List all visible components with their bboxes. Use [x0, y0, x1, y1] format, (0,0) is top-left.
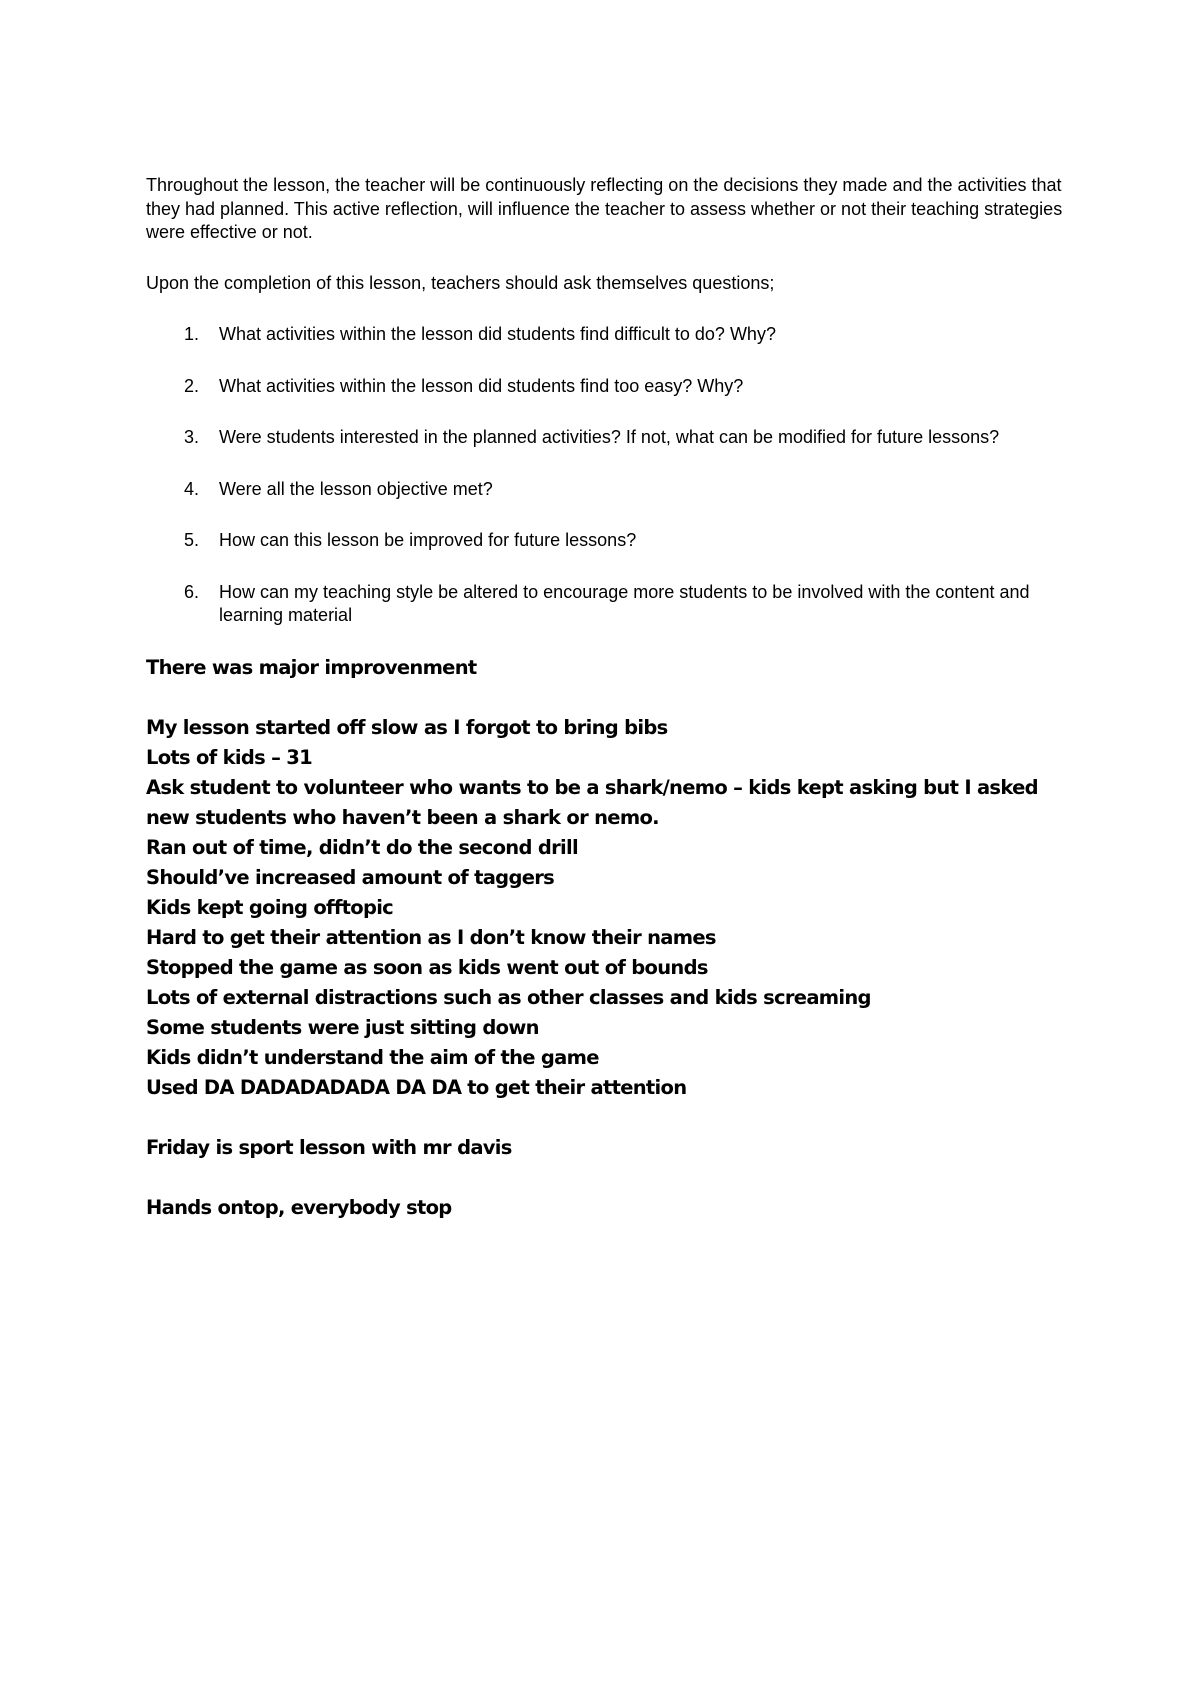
blank-line: [146, 1163, 1056, 1193]
question-text: Were students interested in the planned activities? If not, what can be modified for future lessons?: [219, 427, 1000, 447]
callout-note: Hands ontop, everybody stop: [146, 1195, 452, 1219]
notes-summary: There was major improvenment: [146, 655, 477, 679]
list-item: [146, 581, 1066, 628]
question-text: How can my teaching style be altered to encourage more students to be involved with the content and learning material: [219, 581, 1030, 625]
list-number: 2.: [184, 375, 200, 396]
note-line: Hard to get their attention as I don’t know their names: [146, 925, 716, 949]
note-line: Lots of external distractions such as other classes and kids screaming: [146, 985, 871, 1009]
note-line: Kids kept going offtopic: [146, 895, 394, 919]
blank-line: [146, 683, 1056, 713]
document-page: [146, 174, 1066, 1223]
list-number: 6.: [184, 581, 200, 602]
note-line: Lots of kids – 31: [146, 745, 312, 769]
intro-paragraph: Throughout the lesson, the teacher will be continuously reflecting on the decisions they made and the activities that they had planned. This active reflection, will influence the teacher to assess whether or not their teaching strategies were effective or not.: [146, 175, 1063, 242]
list-item: [146, 375, 1066, 399]
note-line: Should’ve increased amount of taggers: [146, 865, 555, 889]
list-item: [146, 323, 1066, 347]
question-text: What activities within the lesson did students find difficult to do? Why?: [219, 324, 776, 344]
note-line: Ask student to volunteer who wants to be a shark/nemo – kids kept asking but I asked new students who haven’t been a shark or nemo.: [146, 775, 1038, 829]
blank-line: [146, 1103, 1056, 1133]
list-item: [146, 529, 1066, 553]
note-line: My lesson started off slow as I forgot to bring bibs: [146, 715, 668, 739]
list-number: 3.: [184, 427, 200, 447]
note-line: Used DA DADADADADA DA DA to get their attention: [146, 1075, 687, 1099]
list-item: [146, 478, 1066, 502]
note-line: Kids didn’t understand the aim of the game: [146, 1045, 599, 1069]
question-text: How can this lesson be improved for future lessons?: [219, 530, 637, 550]
questions-lead-in: Upon the completion of this lesson, teachers should ask themselves questions;: [146, 272, 775, 293]
lesson-notes: [146, 653, 1056, 1223]
question-text: What activities within the lesson did students find too easy? Why?: [219, 375, 744, 396]
question-text: Were all the lesson objective met?: [219, 478, 493, 499]
list-number: 1.: [184, 324, 200, 344]
list-item: [146, 426, 1066, 450]
note-line: Stopped the game as soon as kids went out of bounds: [146, 955, 708, 979]
reflection-questions-list: [146, 323, 1066, 628]
note-line: Ran out of time, didn’t do the second drill: [146, 835, 578, 859]
friday-note: Friday is sport lesson with mr davis: [146, 1135, 512, 1159]
note-line: Some students were just sitting down: [146, 1015, 539, 1039]
list-number: 5.: [184, 530, 200, 550]
list-number: 4.: [184, 478, 200, 499]
